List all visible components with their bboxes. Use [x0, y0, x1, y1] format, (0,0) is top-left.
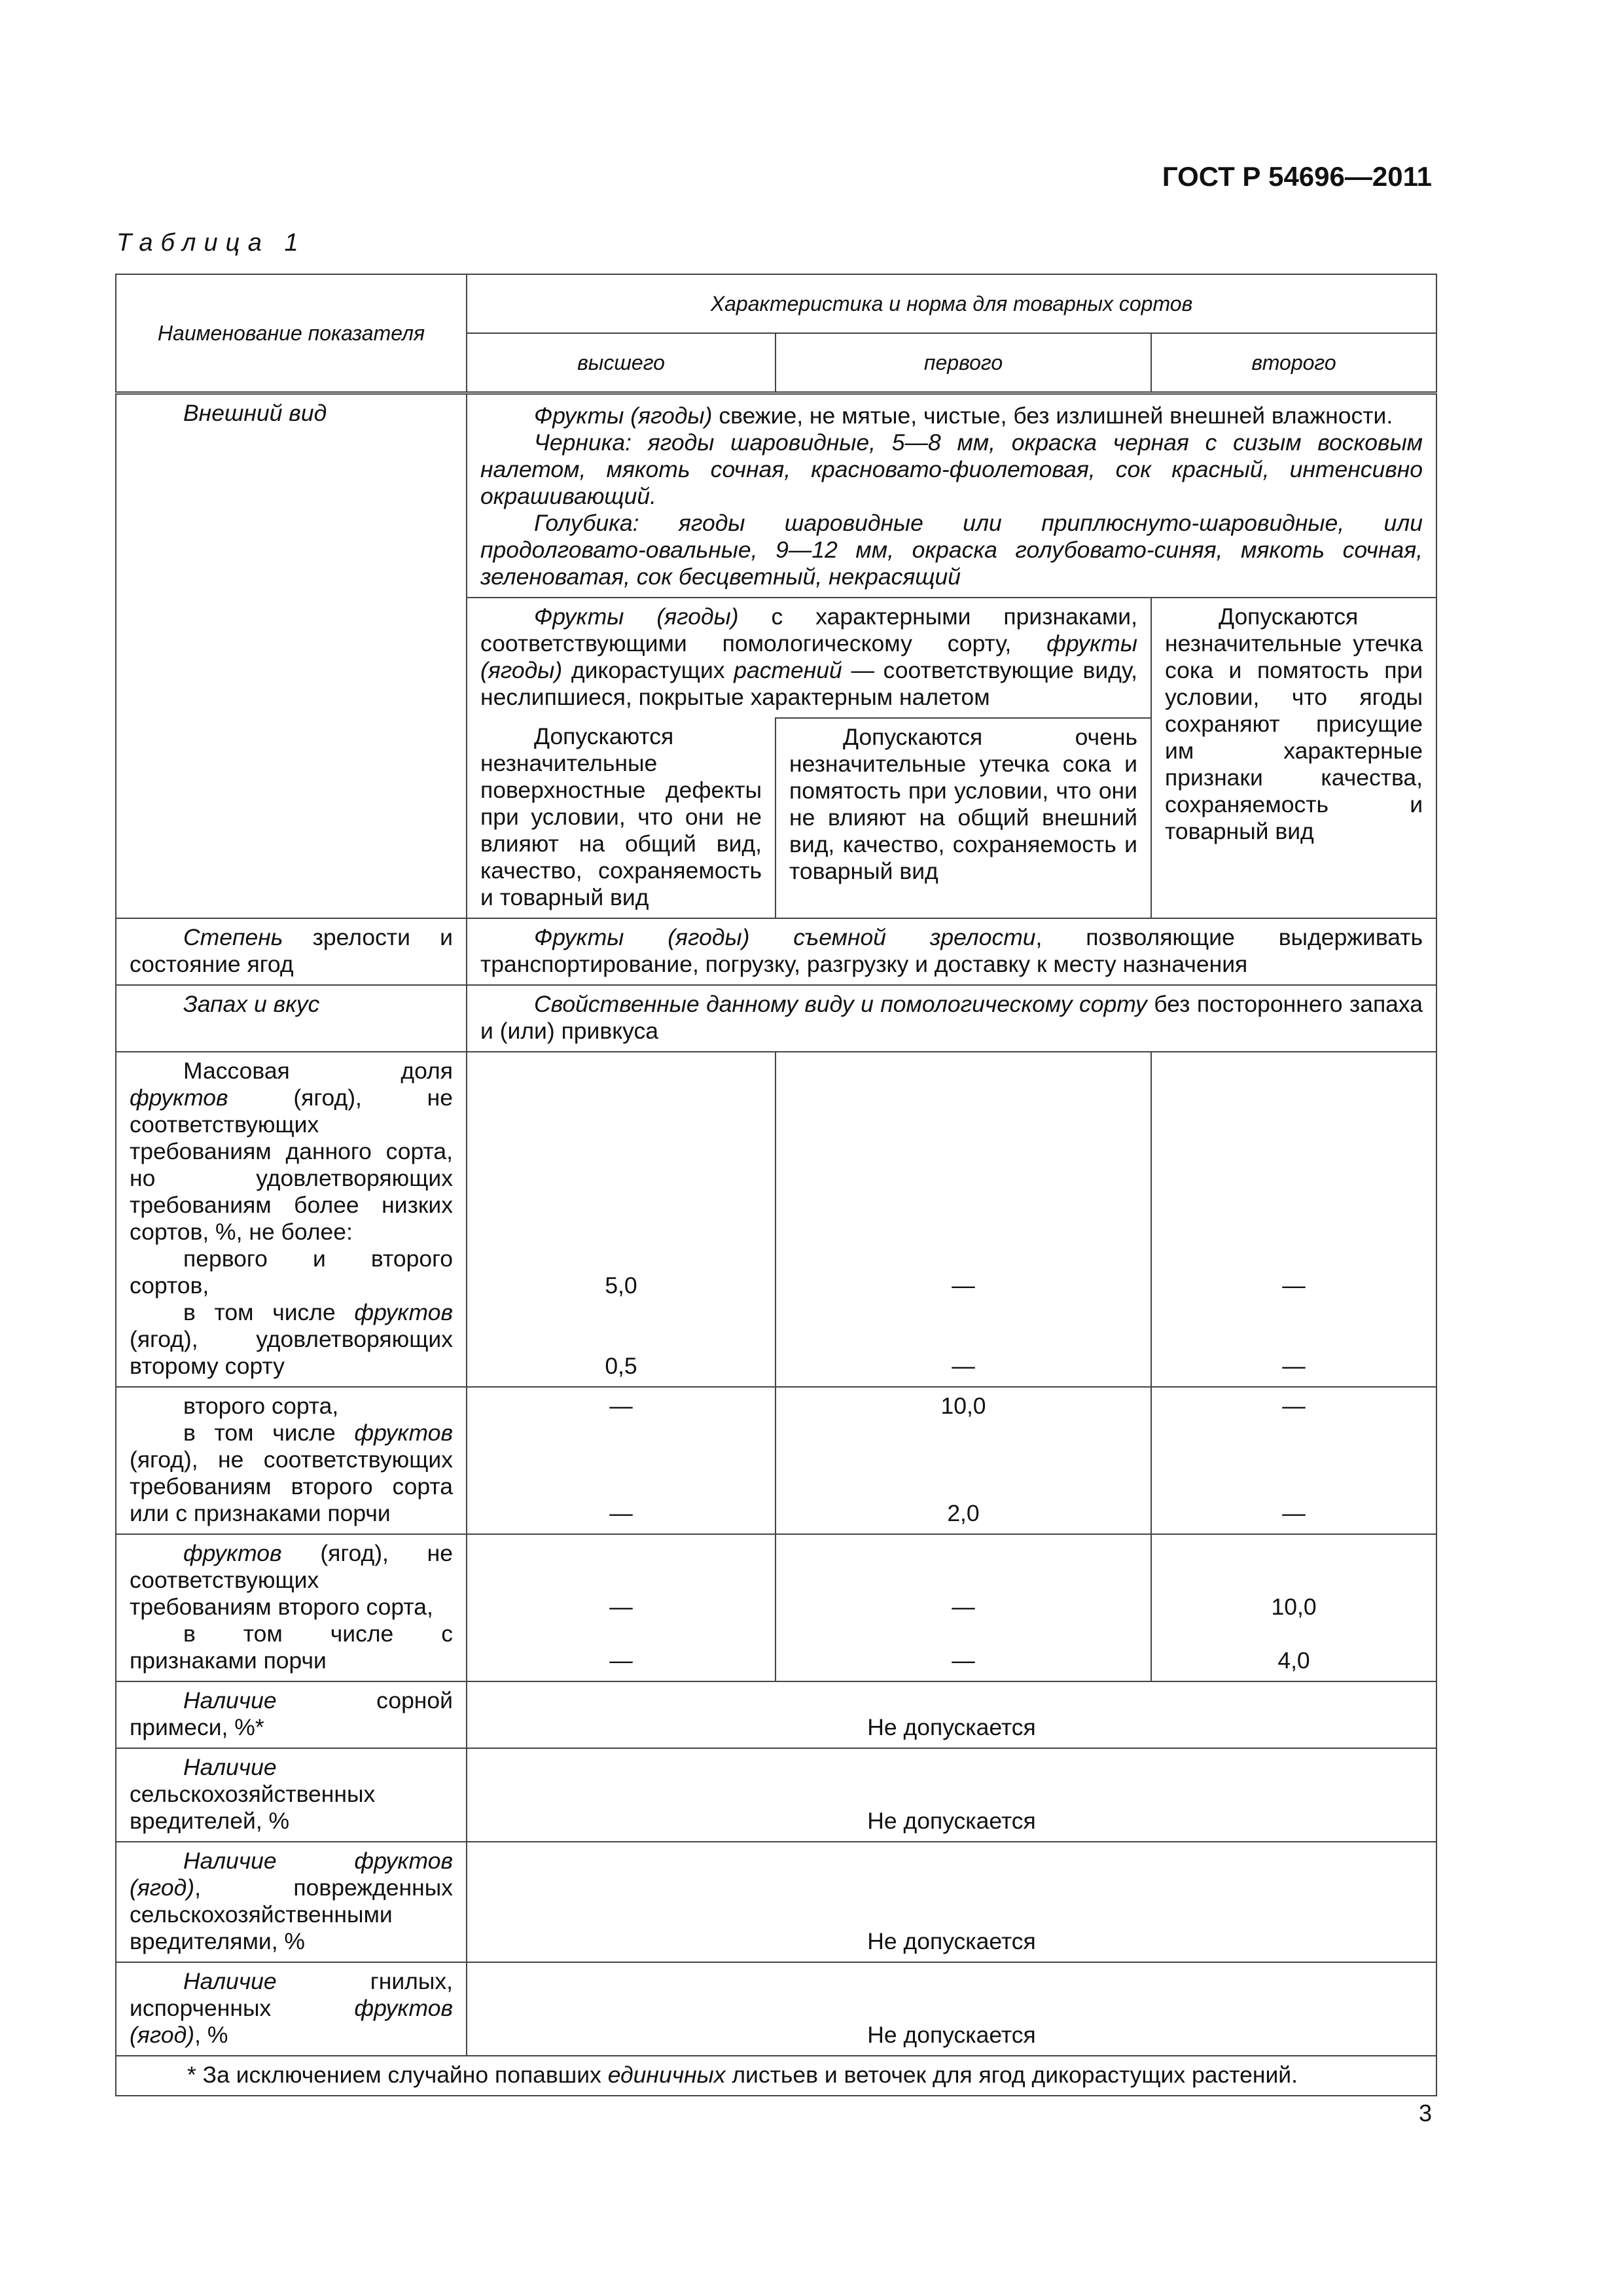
value-smell [467, 985, 1436, 1052]
mass3-l1 [130, 1540, 453, 1621]
mass1-second [1151, 1052, 1436, 1387]
header-grade-first: первого [776, 333, 1151, 393]
row-rotten [116, 1962, 1436, 2056]
mass1-first [776, 1052, 1151, 1387]
appearance-label-text: Внешний вид [183, 400, 327, 426]
mass3-second-v1: 10,0 [1271, 1594, 1317, 1620]
quality-table [115, 274, 1437, 2096]
mass1-l4: первого и второго сортов, [130, 1246, 453, 1299]
mass1-l3: (ягод), не соответствующих требованиям данного сорта, но удовлетворяющих требованиям более низких сортов, %, не более: [130, 1085, 453, 1245]
row-appearance [116, 393, 1436, 598]
mass1-l2: фруктов [130, 1085, 228, 1111]
mass1-second-v1: — [1282, 1272, 1306, 1299]
appearance-p2: Черника: ягоды шаровидные, 5—8 мм, окраска черная с сизым восковым налетом, мякоть сочная, красновато-фиолетовая, сок красный, интенсивно окрашивающий. [480, 429, 1423, 509]
maturity-label-text: зрелости и состояние ягод [130, 924, 453, 977]
label-pests [116, 1748, 467, 1842]
smell-label-text: Запах и вкус [183, 991, 320, 1017]
mass1-high-v1: 5,0 [605, 1272, 637, 1299]
header-grade-second: второго [1151, 333, 1436, 393]
table-footnote [116, 2056, 1436, 2096]
value-rotten: Не допускается [467, 1962, 1436, 2056]
mass3-first-v1: — [952, 1594, 975, 1620]
mass3-high-v1: — [609, 1594, 633, 1620]
mass2-second [1151, 1387, 1436, 1534]
mass3-second [1151, 1534, 1436, 1681]
footnote-c: листьев и веточек для ягод дикорастущих растений. [725, 2062, 1298, 2088]
mass2-first-v2: 2,0 [947, 1500, 980, 1526]
label-mass-second [116, 1387, 467, 1534]
appearance-p3: Голубика: ягоды шаровидные или приплюснуто-шаровидные, или продолговато-овальные, 9—12 мм, окраска голубовато-синяя, мякоть сочная, зеленоватая, сок бесцветный, некрасящий [480, 510, 1423, 590]
document-header: ГОСТ Р 54696—2011 [1162, 161, 1432, 192]
page-number: 3 [1418, 2100, 1432, 2126]
app-b: с характерными признаками, соответствующими помологическому сорту, [480, 603, 1137, 656]
mass1-l5a: в том числе [183, 1299, 355, 1325]
app-a: Фрукты (ягоды) [534, 603, 739, 630]
appearance-p1-italic: Фрукты (ягоды) [534, 403, 713, 429]
mass2-l2 [130, 1420, 453, 1527]
mass2-l2b: фруктов [354, 1420, 453, 1446]
app-f: — соответствующие виду, неслипшиеся, покрытые характерным налетом [480, 657, 1137, 710]
rotten-label-italic2: фруктов (ягод) [130, 1995, 453, 2048]
mass3-l2: в том числе с признаками порчи [130, 1621, 453, 1674]
footnote-b: единичных [607, 2062, 726, 2088]
row-weeds [116, 1681, 1436, 1748]
maturity-value-italic: Фрукты (ягоды) съемной зрелости [534, 924, 1036, 950]
mass2-second-v1: — [1282, 1393, 1306, 1419]
mass3-high-v2: — [609, 1647, 633, 1674]
value-weeds: Не допускается [467, 1681, 1436, 1748]
table-label: Таблица 1 [116, 229, 306, 257]
row-mass-second [116, 1387, 1436, 1534]
app-d: дикорастущих [562, 657, 734, 683]
label-appearance [116, 393, 467, 919]
row-smell [116, 985, 1436, 1052]
mass2-high-v2: — [609, 1500, 633, 1526]
mass1-l1: Массовая доля [183, 1058, 453, 1084]
damaged-label-text: , поврежденных сельскохозяйственными вредителями, % [130, 1874, 453, 1954]
label-smell [116, 985, 467, 1052]
mass2-high-v1: — [609, 1393, 633, 1419]
header-group: Характеристика и норма для товарных сортов [467, 274, 1436, 333]
row-mass-first-second [116, 1052, 1436, 1387]
row-footnote [116, 2056, 1436, 2096]
footnote-a: * За исключением случайно попавших [187, 2062, 608, 2088]
label-mass-first-second [116, 1052, 467, 1387]
value-damaged: Не допускается [467, 1842, 1436, 1962]
mass1-l5b: фруктов [354, 1299, 453, 1325]
mass1-l5 [130, 1299, 453, 1380]
row-pests [116, 1748, 1436, 1842]
row-damaged [116, 1842, 1436, 1962]
mass3-l1-italic: фруктов [183, 1540, 282, 1566]
mass2-l2a: в том числе [183, 1420, 355, 1446]
label-mass-below-second [116, 1534, 467, 1681]
mass1-high [467, 1052, 776, 1387]
mass1-first-v2: — [952, 1353, 975, 1379]
mass3-first-v2: — [952, 1647, 975, 1674]
appearance-first: Допускаются очень незначительные утечка сока и помятость при условии, что они не влияют на общий внешний вид, качество, сохраняемость и товарный вид [776, 718, 1151, 918]
rotten-label-italic1: Наличие [183, 1968, 277, 1994]
pests-label-text: сельскохозяйственных вредителей, % [130, 1781, 376, 1834]
label-maturity [116, 918, 467, 985]
mass3-l1-text: (ягод), не соответствующих требованиям второго сорта, [130, 1540, 453, 1620]
appearance-high-first-common [467, 598, 1151, 718]
mass1-second-v2: — [1282, 1353, 1306, 1379]
mass2-high [467, 1387, 776, 1534]
appearance-second: Допускаются незначительные утечка сока и помятость при условии, что ягоды сохраняют присущие им характерные признаки качества, сохраняемость и товарный вид [1151, 598, 1436, 918]
table-header-row [116, 274, 1436, 333]
appearance-p1 [480, 403, 1423, 429]
label-rotten [116, 1962, 467, 2056]
mass1-first-v1: — [952, 1272, 975, 1299]
row-mass-below-second [116, 1534, 1436, 1681]
mass3-first [776, 1534, 1151, 1681]
mass1-intro [130, 1058, 453, 1246]
pests-label-italic: Наличие [183, 1754, 277, 1780]
maturity-value-text: , позволяющие выдерживать транспортирование, погрузку, разгрузку и доставку к месту назначения [480, 924, 1423, 977]
mass1-high-v2: 0,5 [605, 1353, 637, 1379]
header-indicator: Наименование показателя [116, 274, 467, 393]
mass2-l2c: (ягод), не соответствующих требованиям второго сорта или с признаками порчи [130, 1446, 453, 1526]
mass3-high [467, 1534, 776, 1681]
mass2-first-v1: 10,0 [940, 1393, 986, 1419]
smell-value-text: без постороннего запаха и (или) привкуса [480, 991, 1423, 1044]
weeds-label-italic: Наличие [183, 1687, 277, 1713]
mass2-first [776, 1387, 1151, 1534]
smell-value-italic: Свойственные данному виду и помологическому сорту [534, 991, 1147, 1017]
mass2-l1: второго сорта, [183, 1393, 339, 1419]
maturity-label-italic: Степень [183, 924, 283, 950]
value-maturity [467, 918, 1436, 985]
mass1-l5c: (ягод), удовлетворяющих второму сорту [130, 1326, 453, 1379]
app-c: фрукты (ягоды) [480, 630, 1137, 683]
appearance-high: Допускаются незначительные поверхностные дефекты при условии, что они не влияют на общий вид, качество, сохраняемость и товарный вид [467, 718, 776, 918]
rotten-label-rest: , % [194, 2022, 228, 2048]
label-damaged [116, 1842, 467, 1962]
weeds-label-text: сорной примеси, %* [130, 1687, 453, 1740]
value-pests: Не допускается [467, 1748, 1436, 1842]
mass2-second-v2: — [1282, 1500, 1306, 1526]
row-maturity [116, 918, 1436, 985]
damaged-label-italic: Наличие фруктов (ягод) [130, 1848, 453, 1901]
appearance-p1-text: свежие, не мятые, чистые, без излишней внешней влажности. [712, 403, 1393, 429]
rotten-label-mid: гнилых, испорченных [130, 1968, 453, 2021]
header-grade-high: высшего [467, 333, 776, 393]
label-weeds [116, 1681, 467, 1748]
appearance-general [467, 393, 1436, 598]
app-e: растений [734, 657, 842, 683]
mass3-second-v2: 4,0 [1277, 1647, 1310, 1674]
